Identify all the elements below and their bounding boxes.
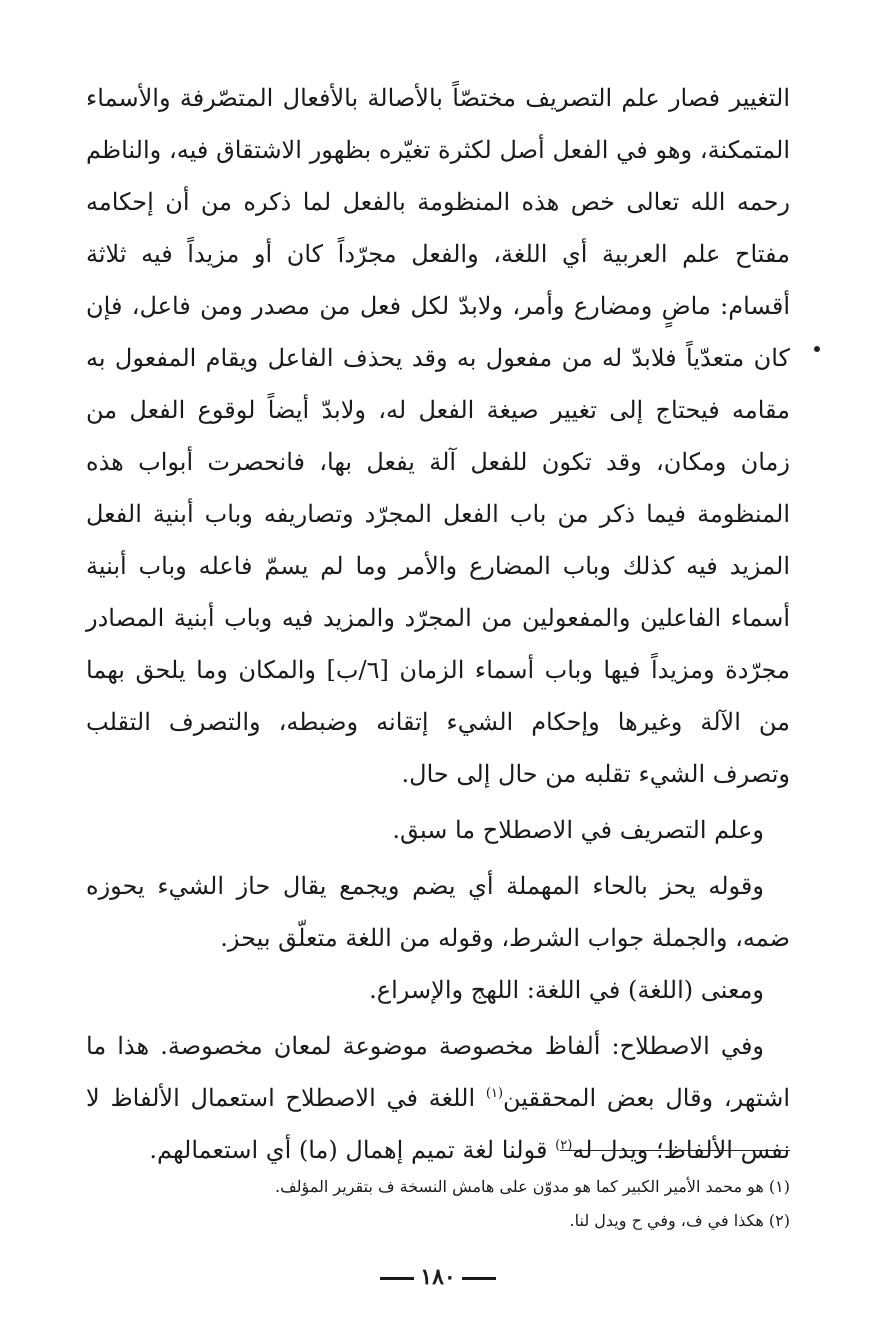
footnote [86, 1170, 790, 1204]
footnote-reference[interactable]: (٢) [555, 1138, 573, 1153]
paragraph [86, 1020, 790, 1176]
footnote-mark: (١) [768, 1177, 790, 1196]
footnote-separator [560, 1150, 790, 1151]
paragraph: التغيير فصار علم التصريف مختصّاً بالأصالة بالأفعال المتصّرفة والأسماء المتمكنة، وهو في الفعل أصل لكثرة تغيّره بظهور الاشتقاق فيه، والناظم رحمه الله تعالى خص هذه المنظومة بالفعل لما ذكره من أن إحكامه مفتاح علم العربية أي اللغة، والفعل مجرّداً كان أو مزيداً فيه ثلاثة أقسام: ماضٍ ومضارع وأمر، ولابدّ لكل فعل من مصدر ومن فاعل، فإن كان متعدّياً فلابدّ له من مفعول به وقد يحذف الفاعل ويقام المفعول به مقامه فيحتاج إلى تغيير صيغة الفعل له، ولابدّ أيضاً لوقوع الفعل من زمان ومكان، وقد تكون للفعل آلة يفعل بها، فانحصرت أبواب هذه المنظومة فيما ذكر من باب الفعل المجرّد وتصاريفه وباب أبنية الفعل المزيد فيه كذلك وباب المضارع والأمر وما لم يسمّ فاعله وباب أبنية أسماء الفاعلين والمفعولين من المجرّد والمزيد فيه وباب أبنية المصادر مجرّدة ومزيداً فيها وباب أسماء الزمان [٦/ب] والمكان وما يلحق بهما من الآلة وغيرها وإحكام الشيء إتقانه وضبطه، والتصرف التقلب وتصرف الشيء تقلبه من حال إلى حال. [86, 84, 790, 788]
footnote-reference[interactable]: (١) [485, 1086, 504, 1101]
page-number-value: ١٨٠ [420, 1264, 456, 1290]
footnote-text: هو محمد الأمير الكبير كما هو مدوّن على هامش النسخة ف بتقرير المؤلف. [274, 1177, 764, 1196]
dash-left [380, 1277, 414, 1280]
main-text [86, 72, 790, 1176]
paragraph-segment: اللغة في الاصطلاح استعمال الألفاظ لا نفس الألفاظ؛ ويدل له [86, 1084, 790, 1164]
page-number [86, 1264, 790, 1290]
footnote-text: هكذا في ف، وفي ح ويدل لنا. [569, 1211, 764, 1230]
paragraph: وعلم التصريف في الاصطلاح ما سبق. [392, 816, 764, 844]
book-page [86, 72, 790, 1322]
paragraph: وقوله يحز بالحاء المهملة أي يضم ويجمع يقال حاز الشيء يحوزه ضمه، والجملة جواب الشرط، وقوله من اللغة متعلّق بيحز. [86, 872, 790, 952]
footnote-mark: (٢) [768, 1211, 790, 1230]
paragraph: ومعنى (اللغة) في اللغة: اللهج والإسراع. [369, 976, 764, 1004]
paragraph-segment: قولنا لغة تميم إهمال (ما) أي استعمالهم. [149, 1136, 556, 1164]
dash-right [462, 1277, 496, 1280]
footnote [86, 1204, 790, 1238]
paragraph-segment: وفي الاصطلاح: ألفاظ مخصوصة موضوعة لمعان مخصوصة. هذا ما اشتهر، وقال بعض المحققين [86, 1032, 790, 1112]
margin-dot [814, 346, 820, 352]
footnotes [86, 1170, 790, 1238]
